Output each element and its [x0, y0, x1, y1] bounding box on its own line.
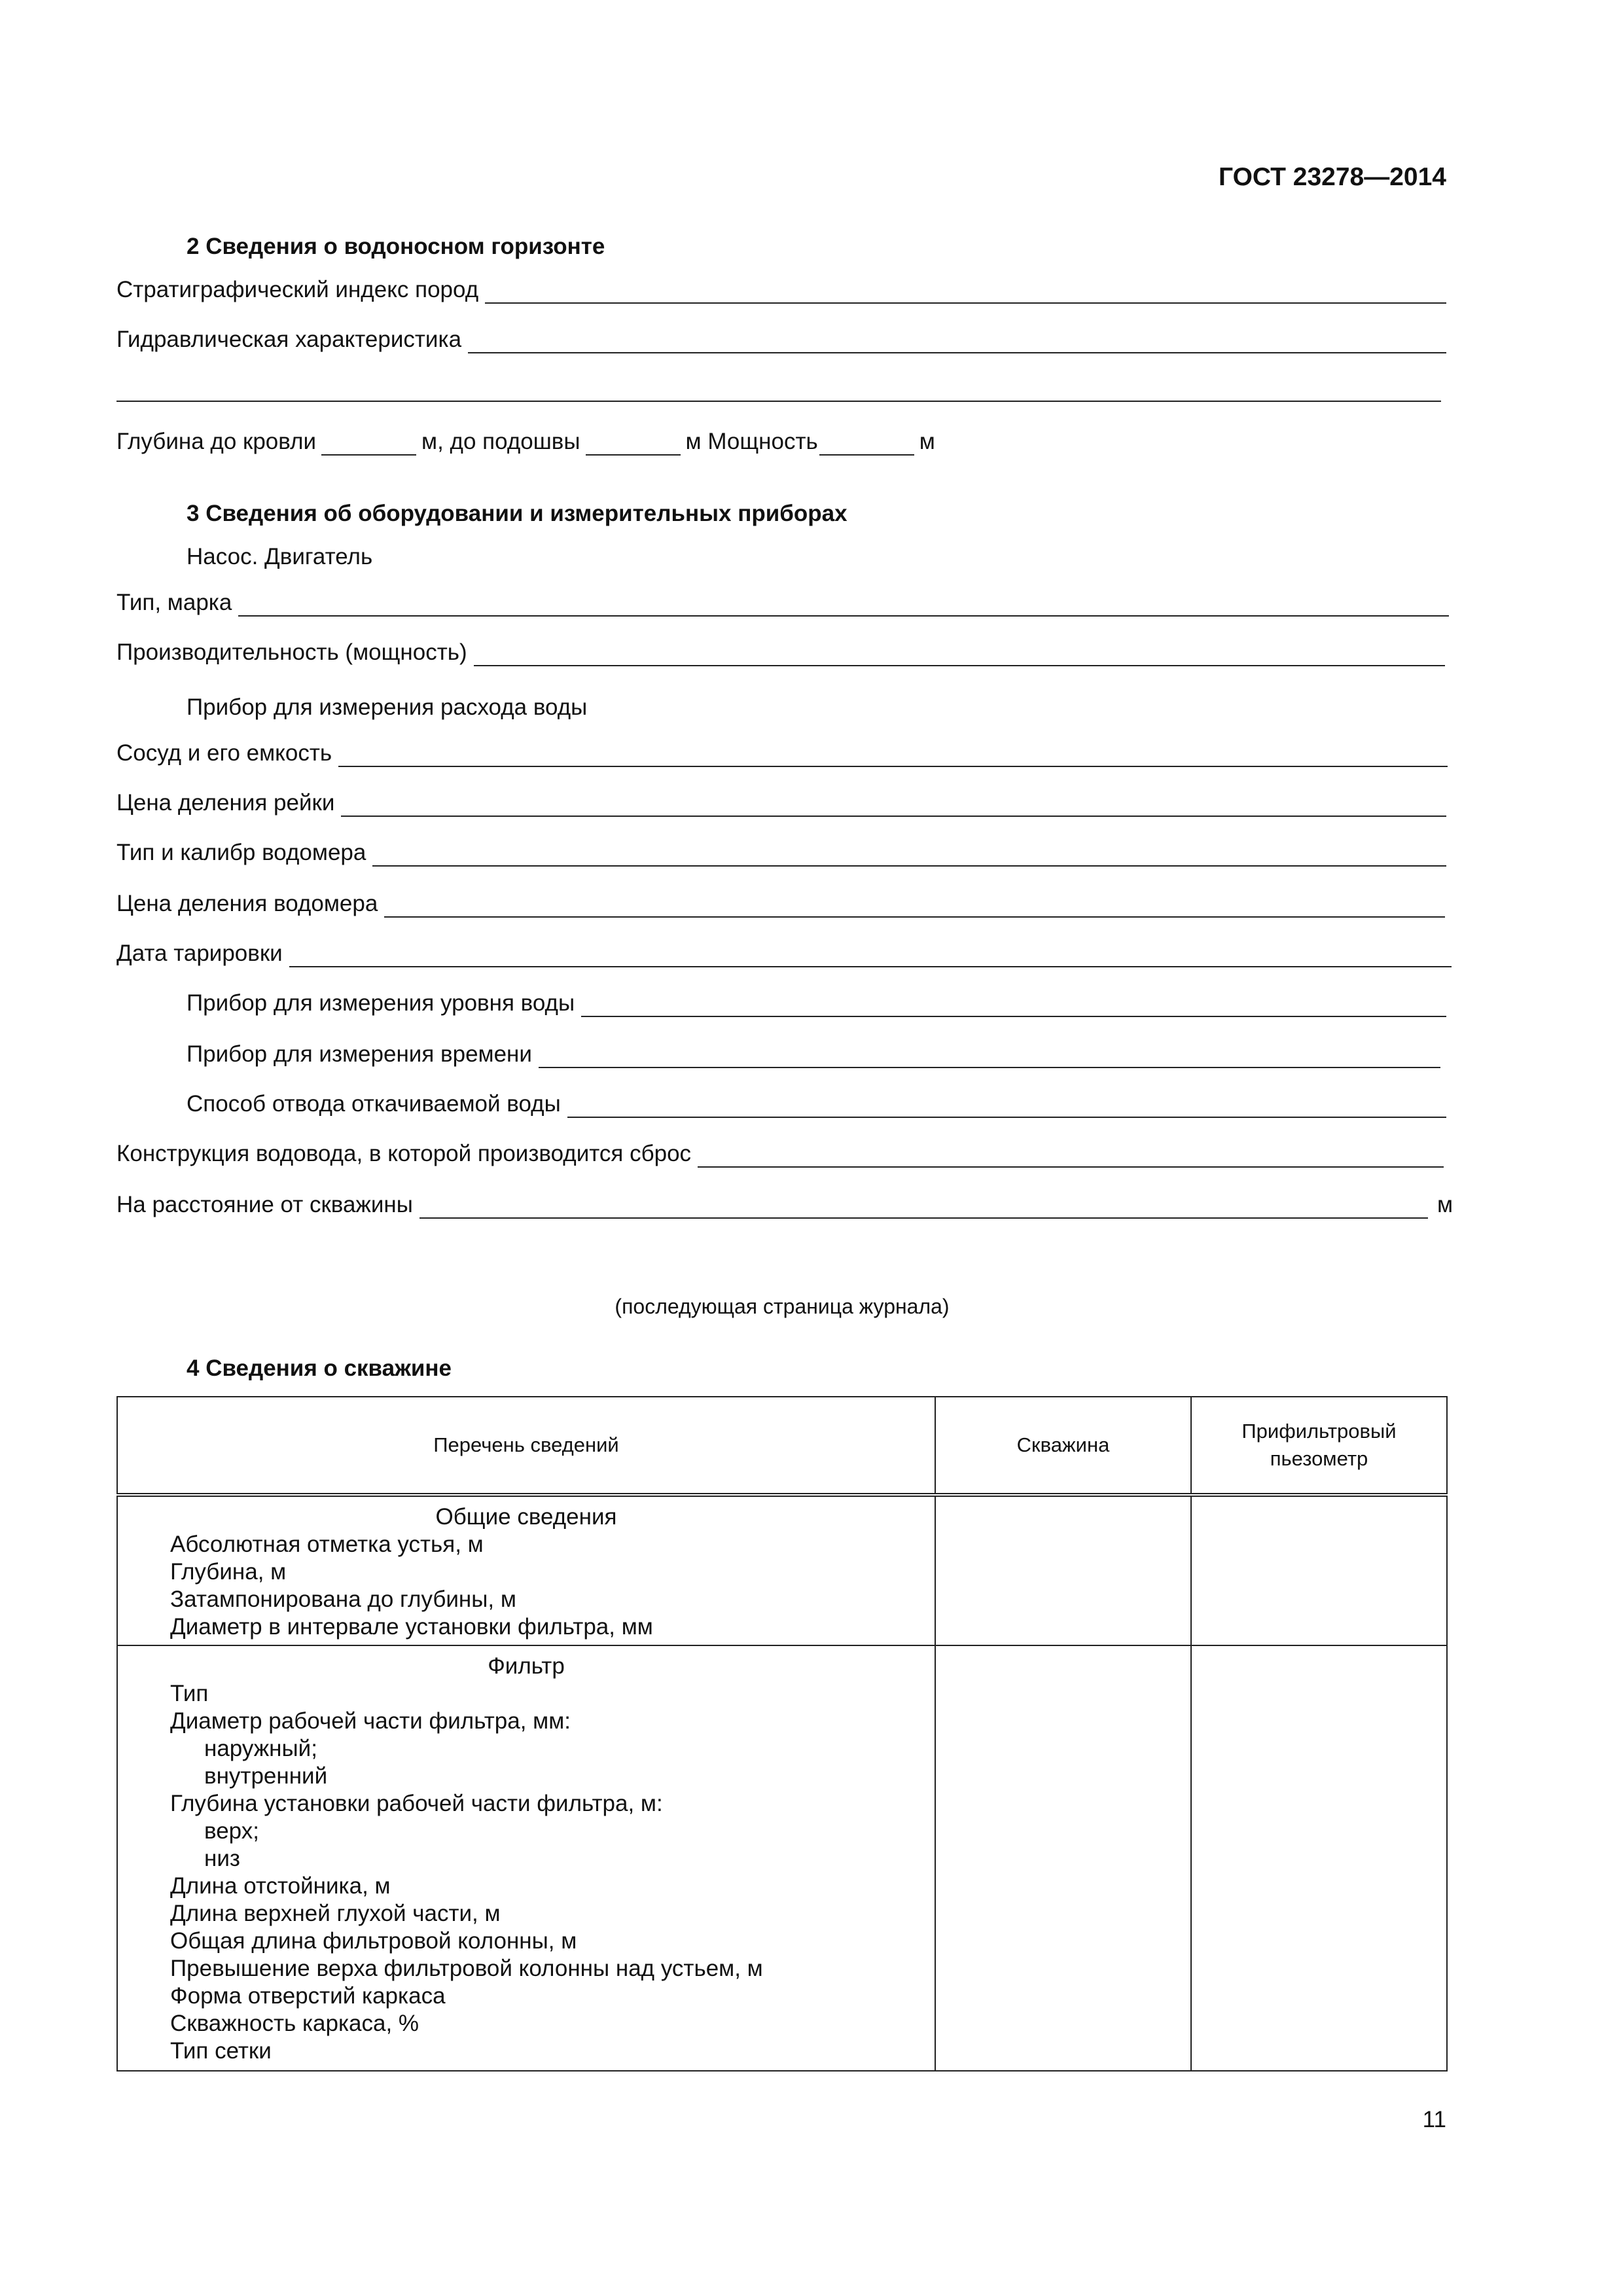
productivity-label: Производительность (мощность)	[116, 639, 467, 665]
section-4-title: 4 Сведения о скважине	[187, 1355, 452, 1381]
filter-item: Тип	[170, 1681, 209, 1706]
column-header-well: Скважина	[935, 1397, 1191, 1495]
level-device-label: Прибор для измерения уровня воды	[187, 990, 575, 1016]
filter-item: Длина отстойника, м	[170, 1873, 391, 1899]
thickness-label: м Мощность	[685, 429, 818, 454]
level-device-field[interactable]	[581, 996, 1446, 1017]
sole-label: м, до подошвы	[421, 429, 580, 454]
discharge-method-label: Способ отвода откачиваемой воды	[187, 1091, 561, 1117]
rail-division-field[interactable]	[341, 796, 1446, 817]
filter-well-cell[interactable]	[935, 1645, 1191, 2071]
filter-item: Диаметр рабочей части фильтра, мм:	[170, 1708, 571, 1734]
next-page-note: (последующая страница журнала)	[615, 1295, 950, 1318]
distance-label: На расстояние от скважины	[116, 1192, 413, 1217]
type-brand-row	[116, 589, 1449, 617]
general-well-cell[interactable]	[935, 1495, 1191, 1645]
time-device-field[interactable]	[539, 1047, 1440, 1068]
productivity-field[interactable]	[474, 645, 1445, 666]
rail-division-label: Цена деления рейки	[116, 790, 335, 816]
hydraulic-continuation-line[interactable]	[116, 401, 1441, 402]
page-number: 11	[1422, 2107, 1446, 2132]
sole-field[interactable]	[586, 435, 681, 456]
well-info-table	[116, 1396, 1448, 2072]
pump-subheading: Насос. Двигатель	[187, 544, 373, 569]
filter-info-list	[118, 1646, 935, 2069]
vessel-field[interactable]	[338, 746, 1448, 767]
distance-row	[116, 1191, 1453, 1219]
discharge-method-field[interactable]	[567, 1097, 1446, 1118]
depth-roof-field[interactable]	[321, 435, 416, 456]
conduit-row	[116, 1140, 1444, 1168]
table-header-row	[117, 1397, 1447, 1495]
level-device-row	[187, 990, 1446, 1017]
general-info-cell	[117, 1495, 935, 1645]
filter-item: Глубина установки рабочей части фильтра, м:	[170, 1791, 663, 1816]
column-header-items: Перечень сведений	[117, 1397, 935, 1495]
time-device-row	[187, 1041, 1440, 1068]
thickness-unit: м	[919, 429, 935, 454]
type-brand-label: Тип, марка	[116, 590, 232, 615]
section-2-title: 2 Сведения о водоносном горизонте	[187, 234, 605, 259]
general-heading: Общие сведения	[435, 1504, 617, 1530]
general-item: Диаметр в интервале установки фильтра, мм	[170, 1614, 653, 1640]
filter-heading: Фильтр	[488, 1653, 565, 1679]
distance-unit: м	[1436, 1192, 1453, 1217]
calibration-date-field[interactable]	[289, 946, 1452, 967]
time-device-label: Прибор для измерения времени	[187, 1041, 532, 1067]
distance-field[interactable]	[419, 1198, 1428, 1219]
meter-division-field[interactable]	[384, 897, 1445, 918]
filter-item: Превышение верха фильтровой колонны над устьем, м	[170, 1956, 763, 1981]
filter-item: Тип сетки	[170, 2038, 272, 2064]
general-piezometer-cell[interactable]	[1191, 1495, 1447, 1645]
depth-row	[116, 428, 935, 456]
meter-division-label: Цена деления водомера	[116, 891, 378, 916]
filter-item: внутренний	[204, 1763, 328, 1789]
filter-item: низ	[204, 1846, 240, 1871]
vessel-label: Сосуд и его емкость	[116, 740, 332, 766]
filter-item: Скважность каркаса, %	[170, 2011, 419, 2036]
general-item: Абсолютная отметка устья, м	[170, 1532, 484, 1557]
flow-device-subheading: Прибор для измерения расхода воды	[187, 694, 588, 720]
vessel-row	[116, 740, 1448, 767]
filter-item: верх;	[204, 1818, 259, 1844]
column-header-piezometer: Прифильтровый пьезометр	[1191, 1397, 1447, 1495]
filter-info-cell	[117, 1645, 935, 2071]
meter-division-row	[116, 890, 1445, 918]
calibration-date-row	[116, 940, 1452, 967]
calibration-date-label: Дата тарировки	[116, 941, 283, 966]
hydraulic-field[interactable]	[468, 332, 1446, 353]
hydraulic-row	[116, 326, 1446, 353]
table-row-general	[117, 1495, 1447, 1645]
filter-item: наружный;	[204, 1736, 317, 1761]
discharge-method-row	[187, 1090, 1446, 1118]
general-item: Глубина, м	[170, 1559, 287, 1585]
meter-type-row	[116, 839, 1446, 867]
meter-type-label: Тип и калибр водомера	[116, 840, 366, 865]
filter-item: Общая длина фильтровой колонны, м	[170, 1928, 577, 1954]
type-brand-field[interactable]	[238, 596, 1449, 617]
strat-index-label: Стратиграфический индекс пород	[116, 277, 479, 302]
strat-index-field[interactable]	[485, 283, 1446, 304]
filter-item: Длина верхней глухой части, м	[170, 1901, 501, 1926]
general-item: Затампонирована до глубины, м	[170, 1587, 516, 1612]
rail-division-row	[116, 789, 1446, 817]
depth-roof-label: Глубина до кровли	[116, 429, 317, 454]
productivity-row	[116, 639, 1445, 666]
conduit-field[interactable]	[698, 1147, 1444, 1168]
thickness-field[interactable]	[819, 435, 914, 456]
filter-piezometer-cell[interactable]	[1191, 1645, 1447, 2071]
conduit-label: Конструкция водовода, в которой производится сброс	[116, 1141, 692, 1166]
standard-number: ГОСТ 23278—2014	[1219, 163, 1446, 191]
table-row-filter	[117, 1645, 1447, 2071]
general-info-list	[118, 1497, 935, 1645]
strat-index-row	[116, 276, 1446, 304]
section-3-title: 3 Сведения об оборудовании и измерительных приборах	[187, 501, 847, 526]
hydraulic-label: Гидравлическая характеристика	[116, 327, 462, 352]
filter-item: Форма отверстий каркаса	[170, 1983, 446, 2009]
meter-type-field[interactable]	[372, 846, 1446, 867]
